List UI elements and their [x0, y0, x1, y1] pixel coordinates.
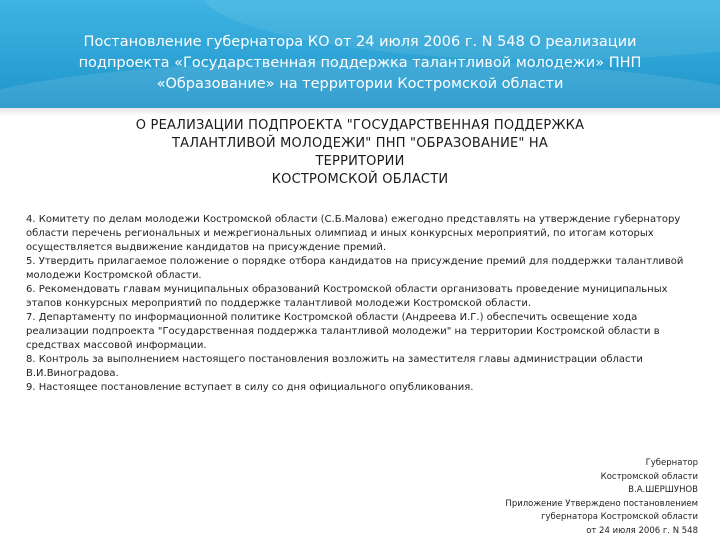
signature-line: от 24 июля 2006 г. N 548 — [586, 525, 698, 536]
document-body — [26, 213, 698, 395]
document-heading-line: ТАЛАНТЛИВОЙ МОЛОДЕЖИ" ПНП "ОБРАЗОВАНИЕ" НА — [172, 136, 548, 151]
paragraph-item-7: 7. Департаменту по информационной политике Костромской области (Андреева И.Г.) обеспечить освещение хода реализации подпроекта "Государственная поддержка талантливой молодежи" на территории Костромской области в средствах массовой информации. — [26, 312, 660, 351]
paragraph-item-9: 9. Настоящее постановление вступает в силу со дня официального опубликования. — [26, 382, 474, 393]
paragraph-item-5: 5. Утвердить прилагаемое положение о порядке отбора кандидатов на присуждение премий для поддержки талантливой молодежи Костромской области. — [26, 256, 684, 281]
paragraph-item-6: 6. Рекомендовать главам муниципальных образований Костромской области организовать проведение муниципальных этапов конкурсных мероприятий по поддержке талантливой молодежи Костромской области. — [26, 284, 668, 309]
document-heading — [120, 117, 600, 189]
signature-line: Приложение Утверждено постановлением — [505, 498, 698, 509]
paragraph-item-8: 8. Контроль за выполнением настоящего постановления возложить на заместителя главы администрации области В.И.Виноградова. — [26, 354, 643, 379]
signature-line: Губернатор — [645, 458, 698, 468]
signature-block — [438, 457, 698, 538]
document-heading-line: О РЕАЛИЗАЦИИ ПОДПРОЕКТА "ГОСУДАРСТВЕННАЯ ПОДДЕРЖКА — [135, 118, 585, 133]
document-heading-line: КОСТРОМСКОЙ ОБЛАСТИ — [271, 172, 449, 187]
signature-line: В.А.ШЕРШУНОВ — [628, 485, 698, 495]
slide-title: Постановление губернатора КО от 24 июля 2006 г. N 548 О реализации подпроекта «Государственная поддержка талантливой молодежи» ПНП «Образование» на территории Костромской области — [78, 34, 642, 92]
signature-line: Костромской области — [600, 471, 698, 482]
header-shadow — [0, 108, 720, 116]
slide-header — [0, 0, 720, 108]
signature-line: губернатора Костромской области — [541, 512, 698, 522]
document-heading-line: ТЕРРИТОРИИ — [315, 154, 405, 169]
paragraph-item-4: 4. Комитету по делам молодежи Костромской области (С.Б.Малова) ежегодно представлять на утверждение губернатору области перечень региональных и межрегиональных олимпиад и иных конкурсных мероприятий, по итогам которых осуществляется выдвижение кандидатов на присуждение премий. — [26, 214, 681, 253]
